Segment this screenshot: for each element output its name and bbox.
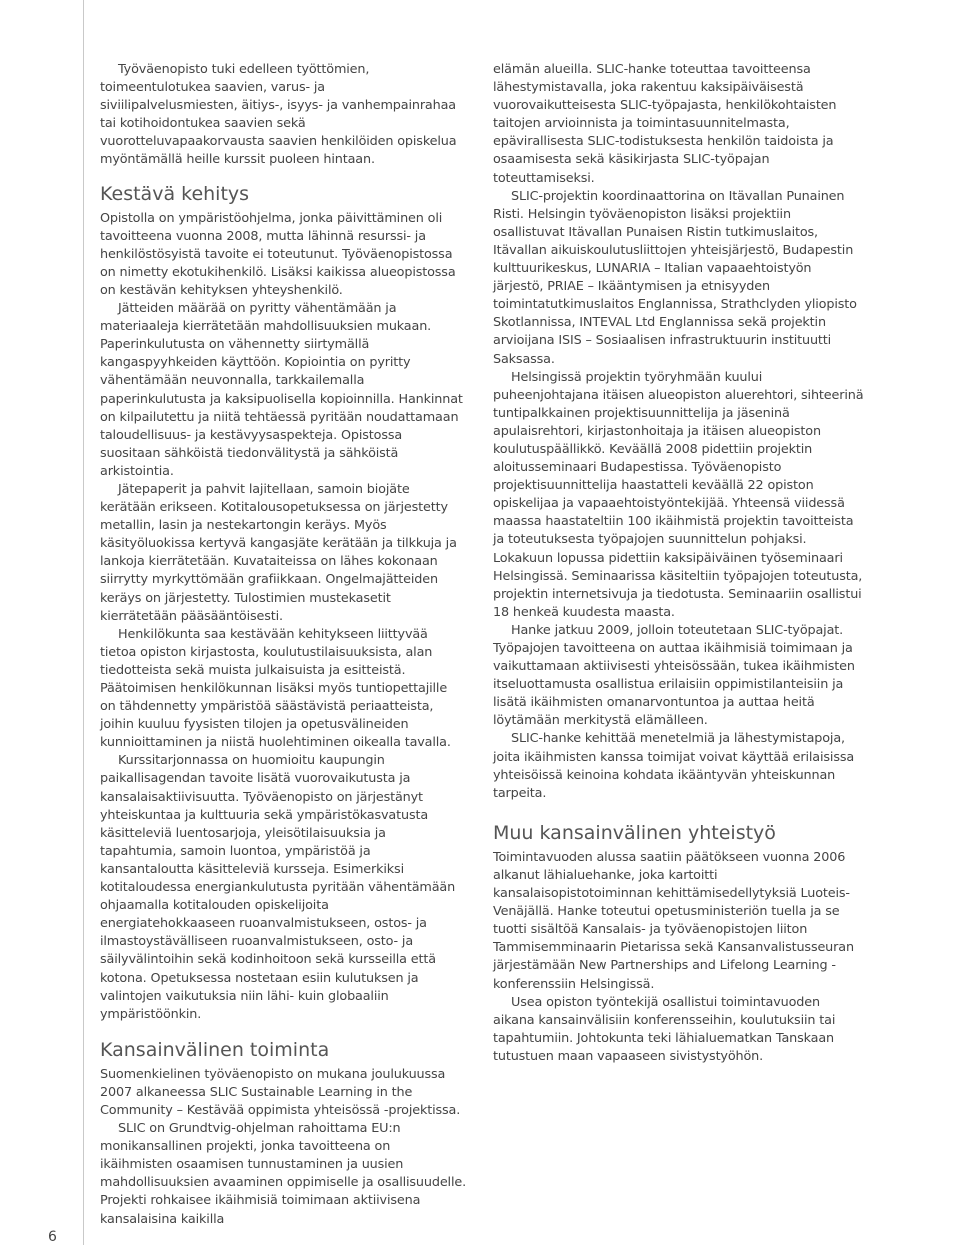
page-number: 6 — [48, 1229, 57, 1245]
intro-paragraph: Työväenopisto tuki edelleen työttömien, toimeentulotukea saavien, varus- ja siviilipalvelusmiesten, äitiys-, isyys- ja vanhempainrahaa tai kotihoidontukea saavien sekä vuorotteluvapaakorvausta saavien henkilöiden opiskelua myöntämällä heille kurssit puoleen hintaan. — [100, 62, 457, 168]
right-column — [493, 61, 865, 1066]
slic-paragraph-5: SLIC-hanke kehittää menetelmiä ja lähestymistapoja, joita ikäihmisten kanssa toimijat voivat käyttää erilaisissa yhteisöissä keinoina kohdata ikääntyvän yhteiskunnan tarpeita. — [493, 731, 855, 801]
heading-international-activity: Kansainvälinen toiminta — [100, 1038, 330, 1061]
slic-paragraph-1: elämän alueilla. SLIC-hanke toteuttaa tavoitteensa lähestymistavalla, joka rakentuu kaksipäiväisestä vuorovaikutteisesta SLIC-työpajasta, henkilökohtaisten taitojen arvioinnista ja toimintasuunnitelmasta, epävirallisesta SLIC-todistuksesta henkilön taidoista ja osaamisesta sekä käsikirjasta SLIC-työpajan toteuttamiseksi. — [493, 62, 837, 186]
slic-paragraph-2: SLIC-projektin koordinaattorina on Itävallan Punainen Risti. Helsingin työväenopiston lisäksi projektiin osallistuvat Itävallan Punaisen Ristin tutkimuslaitos, Itävallan aikuiskoulutusliittojen yhteisjärjestö, Budapestin kulttuurikeskus, LUNARIA – Italian vapaaehtoistyön järjestö, PRIAE – Ikääntymisen ja etnisyyden toimintatutkimuslaitos Englannissa, Strathclyden yliopisto Skotlannissa, INTEVAL Ltd Englannissa sekä projektin arvioijana ISIS – Sosiaalisen infrastruktuurin instituutti Saksassa. — [493, 188, 857, 367]
sustainable-paragraph-1: Opistolla on ympäristöohjelma, jonka päivittäminen oli tavoitteena vuonna 2008, mutta lähinnä resurssi- ja henkilöstösyistä tavoite ei toteutunut. Työväenopistossa on nimetty ekotukihenkilö. Lisäksi kaikissa alueopistossa on kestävän kehityksen yhteyshenkilö. — [100, 210, 456, 298]
sustainable-paragraph-4: Henkilökunta saa kestävään kehitykseen liittyvää tietoa opiston kirjastosta, koulutustilaisuuksista, alan tiedotteista sekä muista julkaisuista ja esitteistä. Päätoimisen henkilökunnan lisäksi myös tuntiopettajille on tähdennetty ympäristöä säästävistä periaatteista, joihin kuuluu fyysisten tilojen ja opetusvälineiden kunnioittaminen ja niistä huolehtiminen oikealla tavalla. — [100, 626, 451, 751]
heading-sustainable-development: Kestävä kehitys — [100, 182, 250, 205]
international-paragraph-1: Suomenkielinen työväenopisto on mukana joulukuussa 2007 alkaneessa SLIC Sustainable Learning in the Community – Kestävää oppimista yhteisössä -projektissa. — [100, 1066, 461, 1118]
sustainable-paragraph-2: Jätteiden määrää on pyritty vähentämään ja materiaaleja kierrätetään mahdollisuuksien mukaan. Paperinkulutusta on vähennetty siirtymällä kangaspyyhkeiden käyttöön. Kopiointia on pyritty vähentämään neuvonnalla, tarkkailemalla paperinkulutusta ja kaksipuolisella kopioinnilla. Hankinnat on kilpailutettu ja niitä tehtäessä pyritään noudattamaan taloudellisuus- ja kestävyysaspekteja. Opistossa suositaan sähköistä tiedonvälitystä ja sähköistä arkistointia. — [100, 301, 463, 479]
other-paragraph-1: Toimintavuoden alussa saatiin päätökseen vuonna 2006 alkanut lähialuehanke, joka kartoitti kansalaisopistotoiminnan kehittämisedellytyksiä Luoteis-Venäjällä. Hanke toteutui opetusministeriön tuella ja se tuotti sisältöä Kansalais- ja työväenopistojen liiton Tammisemminaarin Pietarissa sekä Kansanvalistusseuran järjestämään New Partnerships and Lifelong Learning -konferenssiin Helsingissä. — [493, 849, 854, 992]
left-column — [100, 61, 466, 1229]
margin-divider — [83, 0, 84, 1245]
slic-paragraph-3: Helsingissä projektin työryhmään kuului puheenjohtajana itäisen alueopiston aluerehtori, sihteerinä tuntipalkkainen projektisuunnittelija ja jäseninä apulaisrehtori, kirjastonhoitaja ja itäisen alueopiston koulutuspäällikkö. Keväällä 2008 pidettiin projektin aloitusseminaari Budapestissa. Työväenopisto projektisuunnittelija haastatteli keväällä 22 opiston opiskelijaa ja vapaaehtoistyöntekijää. Yhteensä viidessä maassa haastateltiin 100 ikäihmistä projektin tavoitteista ja toteutuksesta työpajojen suunnittelun pohjaksi. Lokakuun lopussa pidettiin kaksipäiväinen työseminaari Helsingissä. Seminaarissa käsiteltiin työpajojen toteutusta, projektin internetsivuja ja tiedotusta. Seminaariin osallistui 18 henkeä kuudesta maasta. — [493, 369, 864, 620]
other-paragraph-2: Usea opiston työntekijä osallistui toimintavuoden aikana kansainvälisiin konferensseihin, koulutuksiin tai tapahtumiin. Johtokunta teki lähialuematkan Tanskaan tutustuen maan vapaaseen sivistystyöhön. — [493, 994, 836, 1064]
sustainable-paragraph-5: Kurssitarjonnassa on huomioitu kaupungin paikallisagendan tavoite lisätä vuorovaikutusta ja kansalaisaktiivisuutta. Työväenopisto on järjestänyt yhteiskuntaa ja kulttuuria sekä ympäristökasvatusta käsitteleviä luentosarjoja, yleisötilaisuuksia ja tapahtumia, samoin luontoa, ympäristöä ja kansantaloutta käsitteleviä kursseja. Esimerkiksi kotitaloudessa energiankulutusta pyritään vähentämään ohjaamalla kotitalouden opiskelijoita energiatehokkaaseen ruoanvalmistukseen, ostos- ja ilmastoystävälliseen ruoanvalmistukseen, osto- ja säilyvälintoihin sekä kodinhoitoon sekä kursseilla että kotona. Opetuksessa nostetaan esiin kulutuksen ja valintojen vaikutuksia niin lähi- kuin globaaliin ympäristöönkin. — [100, 753, 456, 1022]
international-paragraph-2: SLIC on Grundtvig-ohjelman rahoittama EU:n monikansallinen projekti, jonka tavoitteena on ikäihmisten osaamisen tunnustaminen ja uusien mahdollisuuksien avaaminen oppimiselle ja osallisuudelle. Projekti rohkaisee ikäihmisiä toimimaan aktiivisena kansalaisina kaikilla — [100, 1121, 466, 1227]
heading-other-international: Muu kansainvälinen yhteistyö — [493, 821, 776, 844]
slic-paragraph-4: Hanke jatkuu 2009, jolloin toteutetaan SLIC-työpajat. Työpajojen tavoitteena on auttaa ikäihmisiä toimimaan ja vaikuttamaan aktiivisesti yhteisössään, tukea ikäihmisten itseluottamusta osallistua erilaisiin oppimistilanteisiin ja lisätä ikäihmisten omanarvontuntoa ja auttaa heitä löytämään merkitystä elämälleen. — [493, 622, 855, 729]
sustainable-paragraph-3: Jätepaperit ja pahvit lajitellaan, samoin biojäte kerätään erikseen. Kotitalousopetuksessa on järjestetty metallin, lasin ja nestekartongin keräys. Myös käsityöluokissa kertyvä kangasjäte kerätään ja tilkkuja ja lankoja kierrätetään. Kuvataiteissa on lähes kokonaan siirrytty myrkyttömään grafiikkaan. Ongelmajätteiden keräys on järjestetty. Tulostimien mustekasetit kierrätetään pääsääntöisesti. — [100, 481, 457, 624]
